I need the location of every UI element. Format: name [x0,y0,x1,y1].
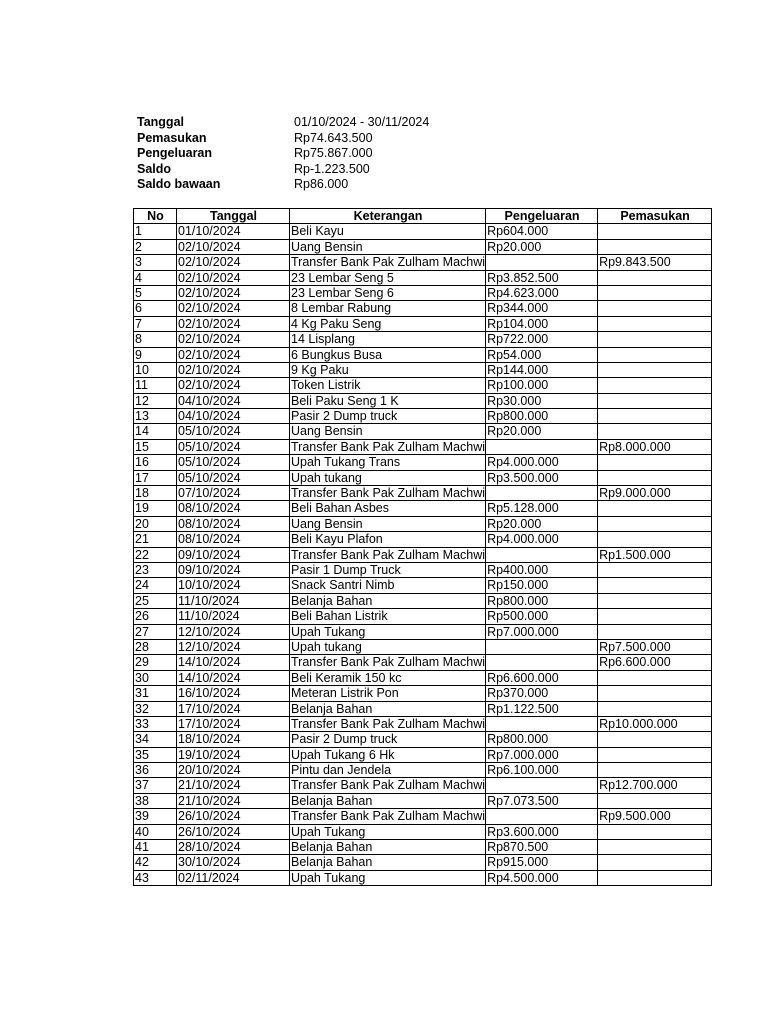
cell-tanggal: 17/10/2024 [177,701,290,716]
summary-row-saldo-bawaan [137,177,494,193]
cell-no: 16 [134,455,177,470]
cell-no: 11 [134,378,177,393]
cell-pengeluaran: Rp7.000.000 [486,747,598,762]
table-row [134,732,712,747]
column-header-pengeluaran: Pengeluaran [486,209,598,224]
cell-pemasukan: Rp7.500.000 [598,639,712,654]
cell-pemasukan [598,285,712,300]
cell-pengeluaran [486,809,598,824]
cell-keterangan: Belanja Bahan [290,840,486,855]
cell-pemasukan [598,840,712,855]
table-row [134,316,712,331]
table-row [134,301,712,316]
table-row [134,624,712,639]
cell-tanggal: 01/10/2024 [177,224,290,239]
cell-tanggal: 02/10/2024 [177,255,290,270]
cell-pemasukan [598,732,712,747]
cell-no: 28 [134,639,177,654]
cell-keterangan: 6 Bungkus Busa [290,347,486,362]
cell-tanggal: 21/10/2024 [177,778,290,793]
cell-tanggal: 02/10/2024 [177,362,290,377]
table-row [134,778,712,793]
cell-no: 23 [134,562,177,577]
table-row [134,270,712,285]
cell-no: 36 [134,763,177,778]
table-row [134,655,712,670]
cell-pengeluaran [486,439,598,454]
cell-keterangan: Transfer Bank Pak Zulham Machwi [291,809,486,824]
cell-tanggal: 05/10/2024 [177,470,290,485]
cell-tanggal: 08/10/2024 [177,501,290,516]
cell-pemasukan [598,824,712,839]
cell-keterangan: Transfer Bank Pak Zulham Machwi [291,655,486,670]
table-row [134,439,712,454]
cell-keterangan: Transfer Bank Pak Zulham Machwi [291,716,486,731]
table-row [134,486,712,501]
cell-pemasukan [598,562,712,577]
cell-pemasukan [598,532,712,547]
report-summary [137,115,494,193]
cell-tanggal: 16/10/2024 [177,686,290,701]
cell-pemasukan [598,347,712,362]
cell-pengeluaran: Rp722.000 [486,332,598,347]
cell-no: 33 [134,716,177,731]
table-row [134,393,712,408]
cell-keterangan: Beli Kayu [290,224,486,239]
cell-keterangan: 23 Lembar Seng 5 [290,270,486,285]
cell-pemasukan [598,501,712,516]
cell-pengeluaran: Rp4.000.000 [486,455,598,470]
cell-pengeluaran: Rp4.500.000 [486,870,598,885]
table-row [134,855,712,870]
cell-tanggal: 02/10/2024 [177,378,290,393]
cell-pemasukan [598,763,712,778]
cell-no: 35 [134,747,177,762]
cell-pemasukan [598,393,712,408]
summary-value: Rp75.867.000 [294,146,373,161]
cell-tanggal: 10/10/2024 [177,578,290,593]
cell-pengeluaran: Rp150.000 [486,578,598,593]
cell-keterangan: Beli Paku Seng 1 K [290,393,486,408]
cell-tanggal: 28/10/2024 [177,840,290,855]
cell-pengeluaran: Rp100.000 [486,378,598,393]
cell-pengeluaran: Rp104.000 [486,316,598,331]
cell-keterangan: Transfer Bank Pak Zulham Machwi [291,778,486,793]
summary-value: Rp-1.223.500 [294,161,370,176]
cell-no: 15 [134,439,177,454]
cell-pemasukan: Rp10.000.000 [598,716,712,731]
cell-pemasukan [598,316,712,331]
cell-tanggal: 05/10/2024 [177,439,290,454]
table-row [134,424,712,439]
cell-pengeluaran: Rp370.000 [486,686,598,701]
cell-tanggal: 20/10/2024 [177,763,290,778]
table-row [134,285,712,300]
cell-no: 4 [134,270,177,285]
cell-keterangan: Pasir 2 Dump truck [290,409,486,424]
transactions-table [133,208,712,886]
table-row [134,239,712,254]
table-header-row [134,209,712,224]
cell-pemasukan [598,301,712,316]
cell-no: 32 [134,701,177,716]
cell-tanggal: 04/10/2024 [177,409,290,424]
cell-tanggal: 02/10/2024 [177,301,290,316]
summary-row-pengeluaran [137,146,494,162]
cell-tanggal: 02/10/2024 [177,270,290,285]
cell-keterangan: Transfer Bank Pak Zulham Machwi [291,255,486,270]
cell-pemasukan: Rp12.700.000 [598,778,712,793]
cell-pemasukan [598,855,712,870]
table-row [134,516,712,531]
cell-keterangan: 23 Lembar Seng 6 [290,285,486,300]
cell-no: 10 [134,362,177,377]
column-header-keterangan: Keterangan [290,209,486,224]
cell-pemasukan [598,670,712,685]
table-row [134,840,712,855]
table-row [134,593,712,608]
cell-pengeluaran: Rp800.000 [486,732,598,747]
cell-keterangan: Uang Bensin [290,424,486,439]
cell-pemasukan [598,378,712,393]
cell-tanggal: 11/10/2024 [177,609,290,624]
cell-pengeluaran: Rp870.500 [486,840,598,855]
cell-tanggal: 05/10/2024 [177,455,290,470]
cell-no: 41 [134,840,177,855]
column-header-pemasukan: Pemasukan [598,209,712,224]
cell-pemasukan [598,270,712,285]
cell-pengeluaran: Rp400.000 [486,562,598,577]
cell-pemasukan: Rp8.000.000 [598,439,712,454]
summary-label: Saldo bawaan [137,177,221,192]
table-body [134,224,712,886]
cell-tanggal: 14/10/2024 [177,655,290,670]
cell-pengeluaran: Rp20.000 [486,516,598,531]
cell-pengeluaran: Rp604.000 [486,224,598,239]
cell-keterangan: Belanja Bahan [290,701,486,716]
cell-keterangan: Upah Tukang 6 Hk [290,747,486,762]
summary-row-pemasukan [137,131,494,147]
cell-pengeluaran: Rp6.600.000 [486,670,598,685]
cell-pengeluaran: Rp3.852.500 [486,270,598,285]
cell-pemasukan [598,793,712,808]
cell-pengeluaran: Rp3.600.000 [486,824,598,839]
cell-no: 2 [134,239,177,254]
cell-no: 14 [134,424,177,439]
cell-keterangan: Snack Santri Nimb [290,578,486,593]
cell-pemasukan [598,686,712,701]
cell-pemasukan [598,239,712,254]
cell-keterangan: Uang Bensin [290,516,486,531]
cell-pemasukan [598,609,712,624]
cell-pengeluaran: Rp5.128.000 [486,501,598,516]
table-row [134,562,712,577]
cell-no: 43 [134,870,177,885]
cell-pemasukan [598,332,712,347]
cell-keterangan: Uang Bensin [290,239,486,254]
cell-pemasukan [598,516,712,531]
cell-keterangan: 9 Kg Paku [290,362,486,377]
cell-pengeluaran: Rp20.000 [486,239,598,254]
cell-keterangan: Upah tukang [290,639,486,654]
cell-tanggal: 17/10/2024 [177,716,290,731]
cell-pengeluaran: Rp7.073.500 [486,793,598,808]
cell-no: 1 [134,224,177,239]
table-row [134,332,712,347]
cell-keterangan: 14 Lisplang [290,332,486,347]
cell-keterangan: Pasir 1 Dump Truck [290,562,486,577]
cell-pengeluaran [486,655,598,670]
cell-tanggal: 18/10/2024 [177,732,290,747]
cell-keterangan: Pasir 2 Dump truck [290,732,486,747]
cell-keterangan: Belanja Bahan [290,855,486,870]
cell-tanggal: 26/10/2024 [177,824,290,839]
cell-keterangan: 8 Lembar Rabung [290,301,486,316]
cell-no: 6 [134,301,177,316]
cell-no: 31 [134,686,177,701]
cell-no: 37 [134,778,177,793]
cell-no: 19 [134,501,177,516]
cell-tanggal: 02/11/2024 [177,870,290,885]
cell-tanggal: 02/10/2024 [177,239,290,254]
cell-pengeluaran: Rp30.000 [486,393,598,408]
table-row [134,378,712,393]
table-row [134,609,712,624]
cell-no: 18 [134,486,177,501]
cell-pemasukan [598,455,712,470]
cell-keterangan: Meteran Listrik Pon [290,686,486,701]
cell-keterangan: Transfer Bank Pak Zulham Machwi [291,547,486,562]
table-row [134,763,712,778]
summary-label: Saldo [137,161,172,176]
cell-no: 5 [134,285,177,300]
cell-tanggal: 08/10/2024 [177,532,290,547]
table-row [134,670,712,685]
table-row [134,639,712,654]
cell-no: 7 [134,316,177,331]
cell-keterangan: Pintu dan Jendela [290,763,486,778]
table-row [134,824,712,839]
cell-pengeluaran: Rp7.000.000 [486,624,598,639]
cell-keterangan: Beli Kayu Plafon [290,532,486,547]
cell-pemasukan [598,409,712,424]
cell-tanggal: 02/10/2024 [177,332,290,347]
cell-pemasukan [598,701,712,716]
cell-pemasukan: Rp9.000.000 [598,486,712,501]
cell-no: 12 [134,393,177,408]
cell-pengeluaran [486,778,598,793]
cell-no: 38 [134,793,177,808]
summary-label: Tanggal [137,115,184,129]
cell-pengeluaran [486,547,598,562]
cell-pemasukan [598,593,712,608]
cell-tanggal: 02/10/2024 [177,285,290,300]
table-row [134,470,712,485]
cell-keterangan: Belanja Bahan [290,593,486,608]
column-header-no: No [134,209,177,224]
summary-row-tanggal [137,115,494,131]
cell-no: 34 [134,732,177,747]
cell-tanggal: 08/10/2024 [177,516,290,531]
cell-pemasukan: Rp9.843.500 [598,255,712,270]
cell-pengeluaran: Rp915.000 [486,855,598,870]
table-row [134,455,712,470]
cell-no: 17 [134,470,177,485]
summary-label: Pengeluaran [137,146,213,161]
cell-pengeluaran: Rp344.000 [486,301,598,316]
cell-keterangan: Upah tukang [290,470,486,485]
summary-label: Pemasukan [137,130,207,145]
summary-value: 01/10/2024 - 30/11/2024 [294,115,430,129]
table-row [134,501,712,516]
cell-tanggal: 02/10/2024 [177,316,290,331]
table-row [134,347,712,362]
cell-no: 3 [134,255,177,270]
cell-no: 29 [134,655,177,670]
cell-no: 39 [134,809,177,824]
cell-pengeluaran: Rp4.000.000 [486,532,598,547]
summary-row-saldo [137,162,494,178]
cell-pengeluaran [486,639,598,654]
cell-pemasukan [598,224,712,239]
cell-keterangan: Upah Tukang [290,624,486,639]
column-header-tanggal: Tanggal [177,209,290,224]
table-row [134,532,712,547]
table-row [134,547,712,562]
cell-no: 22 [134,547,177,562]
cell-no: 21 [134,532,177,547]
cell-tanggal: 09/10/2024 [177,547,290,562]
cell-tanggal: 12/10/2024 [177,624,290,639]
cell-tanggal: 07/10/2024 [177,486,290,501]
cell-pemasukan [598,470,712,485]
table-row [134,224,712,239]
cell-keterangan: Beli Bahan Asbes [290,501,486,516]
cell-tanggal: 02/10/2024 [177,347,290,362]
cell-pemasukan: Rp9.500.000 [598,809,712,824]
table-row [134,716,712,731]
cell-pemasukan: Rp6.600.000 [598,655,712,670]
cell-no: 20 [134,516,177,531]
table-row [134,701,712,716]
cell-pengeluaran: Rp144.000 [486,362,598,377]
cell-keterangan: Transfer Bank Pak Zulham Machwi [291,439,486,454]
cell-keterangan: 4 Kg Paku Seng [290,316,486,331]
table-row [134,809,712,824]
cell-no: 13 [134,409,177,424]
cell-tanggal: 30/10/2024 [177,855,290,870]
cell-keterangan: Token Listrik [290,378,486,393]
cell-pengeluaran: Rp20.000 [486,424,598,439]
table-row [134,793,712,808]
cell-pemasukan [598,624,712,639]
cell-no: 26 [134,609,177,624]
cell-tanggal: 21/10/2024 [177,793,290,808]
table-row [134,362,712,377]
cell-pemasukan [598,424,712,439]
cell-no: 30 [134,670,177,685]
cell-no: 42 [134,855,177,870]
cell-pemasukan [598,747,712,762]
cell-pemasukan: Rp1.500.000 [598,547,712,562]
cell-pengeluaran: Rp6.100.000 [486,763,598,778]
table-row [134,870,712,885]
cell-tanggal: 12/10/2024 [177,639,290,654]
cell-pengeluaran [486,486,598,501]
cell-pengeluaran: Rp4.623.000 [486,285,598,300]
summary-value: Rp74.643.500 [294,130,373,145]
table-row [134,578,712,593]
cell-pengeluaran [486,255,598,270]
cell-no: 24 [134,578,177,593]
cell-no: 27 [134,624,177,639]
cell-keterangan: Belanja Bahan [290,793,486,808]
cell-pengeluaran [486,716,598,731]
table-row [134,686,712,701]
cell-tanggal: 04/10/2024 [177,393,290,408]
cell-tanggal: 09/10/2024 [177,562,290,577]
cell-tanggal: 05/10/2024 [177,424,290,439]
cell-keterangan: Upah Tukang [290,870,486,885]
cell-pengeluaran: Rp3.500.000 [486,470,598,485]
cell-keterangan: Upah Tukang [290,824,486,839]
cell-pengeluaran: Rp800.000 [486,593,598,608]
cell-pemasukan [598,870,712,885]
table-row [134,409,712,424]
summary-value: Rp86.000 [294,177,349,192]
cell-tanggal: 11/10/2024 [177,593,290,608]
cell-pemasukan [598,362,712,377]
cell-no: 9 [134,347,177,362]
cell-no: 25 [134,593,177,608]
cell-keterangan: Transfer Bank Pak Zulham Machwi [291,486,486,501]
cell-tanggal: 26/10/2024 [177,809,290,824]
cell-pengeluaran: Rp800.000 [486,409,598,424]
cell-keterangan: Upah Tukang Trans [290,455,486,470]
table-row [134,747,712,762]
cell-no: 40 [134,824,177,839]
cell-pemasukan [598,578,712,593]
cell-tanggal: 14/10/2024 [177,670,290,685]
cell-tanggal: 19/10/2024 [177,747,290,762]
cell-pengeluaran: Rp1.122.500 [486,701,598,716]
cell-keterangan: Beli Keramik 150 kc [290,670,486,685]
cell-pengeluaran: Rp54.000 [486,347,598,362]
cell-pengeluaran: Rp500.000 [486,609,598,624]
cell-keterangan: Beli Bahan Listrik [290,609,486,624]
table-row [134,255,712,270]
cell-no: 8 [134,332,177,347]
